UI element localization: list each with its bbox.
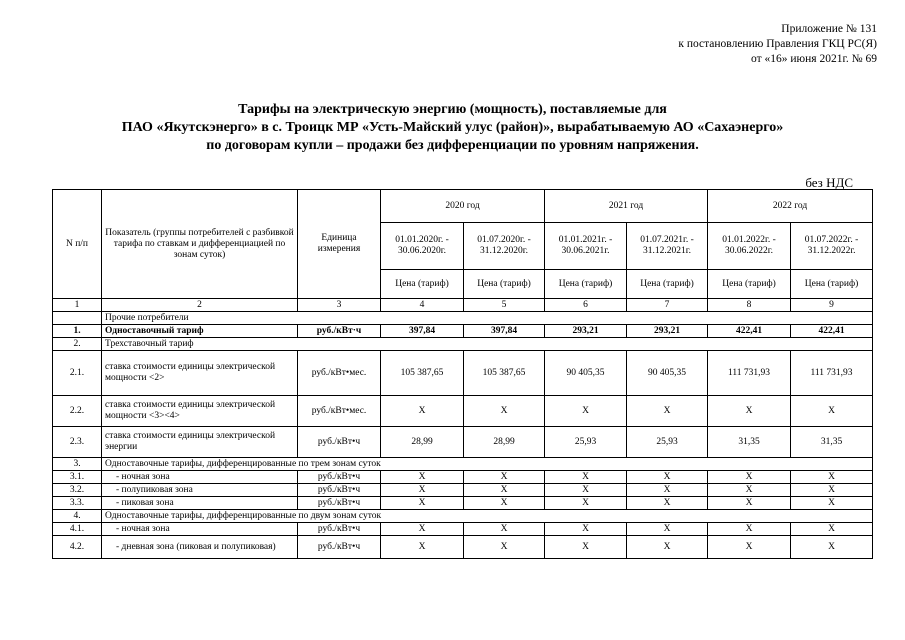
appendix-date: от «16» июня 2021г. № 69: [751, 53, 877, 65]
row-unit: руб./кВт•мес.: [298, 351, 381, 396]
header-period: 01.01.2020г. - 30.06.2020г.: [381, 223, 464, 270]
row-num: 2.3.: [53, 427, 102, 458]
header-unit: Единица измерения: [298, 190, 381, 299]
tariff-value: X: [627, 471, 708, 484]
tariff-value: X: [464, 396, 545, 427]
tariff-value: 90 405,35: [627, 351, 708, 396]
column-number: 5: [464, 299, 545, 312]
tariff-value: X: [708, 523, 791, 536]
header-period: 01.01.2022г. - 30.06.2022г.: [708, 223, 791, 270]
tariff-value: X: [791, 471, 873, 484]
tariff-value: 293,21: [545, 325, 627, 338]
tariff-value: X: [627, 497, 708, 510]
tariff-value: X: [627, 396, 708, 427]
table-row: [53, 523, 873, 536]
row-num: [53, 312, 102, 325]
header-price: Цена (тариф): [627, 270, 708, 299]
row-label: Одноставочные тарифы, дифференцированные по двум зонам суток: [102, 510, 873, 523]
row-unit: руб./кВт•ч: [298, 427, 381, 458]
section-row: [53, 458, 873, 471]
title-line-2: ПАО «Якутскэнерго» в с. Троицк МР «Усть-Майский улус (район)», вырабатываемую АО «Сахаэнерго»: [121, 120, 784, 135]
tariff-value: 31,35: [791, 427, 873, 458]
column-number-row: [53, 299, 873, 312]
tariff-value: 111 731,93: [791, 351, 873, 396]
row-unit: руб./кВт•ч: [298, 471, 381, 484]
row-num: 3.1.: [53, 471, 102, 484]
row-num: 3.3.: [53, 497, 102, 510]
row-label: Одноставочный тариф: [102, 325, 298, 338]
tariff-value: 31,35: [708, 427, 791, 458]
document-title: [0, 101, 905, 155]
table-row: [53, 536, 873, 559]
row-label: ставка стоимости единицы электрической мощности <3><4>: [102, 396, 298, 427]
tariff-value: X: [791, 396, 873, 427]
row-unit: руб./кВт•ч: [298, 484, 381, 497]
appendix-header: [678, 22, 877, 67]
row-unit: руб./кВт•ч: [298, 536, 381, 559]
table-row: [53, 325, 873, 338]
row-num: 3.: [53, 458, 102, 471]
row-label: ставка стоимости единицы электрической мощности <2>: [102, 351, 298, 396]
header-price: Цена (тариф): [464, 270, 545, 299]
column-number: 7: [627, 299, 708, 312]
tariff-value: X: [791, 523, 873, 536]
tariff-value: X: [464, 471, 545, 484]
row-num: 2.1.: [53, 351, 102, 396]
tariff-value: X: [791, 536, 873, 559]
row-unit: руб./кВт•мес.: [298, 396, 381, 427]
header-period: 01.07.2020г. - 31.12.2020г.: [464, 223, 545, 270]
header-price: Цена (тариф): [791, 270, 873, 299]
tariff-value: X: [381, 536, 464, 559]
header-year-2021: 2021 год: [545, 190, 708, 223]
header-price: Цена (тариф): [545, 270, 627, 299]
row-label: - полупиковая зона: [102, 484, 298, 497]
tariff-value: 105 387,65: [464, 351, 545, 396]
tariff-value: 90 405,35: [545, 351, 627, 396]
tariff-value: 28,99: [464, 427, 545, 458]
row-label: - ночная зона: [102, 471, 298, 484]
tariff-value: X: [381, 471, 464, 484]
tariff-value: X: [381, 523, 464, 536]
vat-note: без НДС: [805, 175, 853, 190]
tariff-value: X: [381, 484, 464, 497]
header-price: Цена (тариф): [381, 270, 464, 299]
tariff-value: X: [464, 523, 545, 536]
tariff-value: X: [545, 484, 627, 497]
tariff-value: 422,41: [708, 325, 791, 338]
row-num: 3.2.: [53, 484, 102, 497]
appendix-decree: к постановлению Правления ГКЦ РС(Я): [678, 38, 877, 50]
row-label: - ночная зона: [102, 523, 298, 536]
tariff-value: X: [708, 471, 791, 484]
row-num: 4.1.: [53, 523, 102, 536]
tariff-value: X: [545, 497, 627, 510]
row-label: Трехставочный тариф: [102, 338, 873, 351]
tariff-value: X: [545, 523, 627, 536]
tariff-value: X: [464, 536, 545, 559]
table-row: [53, 484, 873, 497]
column-number: 3: [298, 299, 381, 312]
row-num: 4.: [53, 510, 102, 523]
header-indicator: Показатель (группы потребителей с разбивкой тарифа по ставкам и дифференциацией по зонам суток): [102, 190, 298, 299]
tariff-value: 28,99: [381, 427, 464, 458]
row-label: - дневная зона (пиковая и полупиковая): [102, 536, 298, 559]
header-period: 01.01.2021г. - 30.06.2021г.: [545, 223, 627, 270]
header-num: N п/п: [53, 190, 102, 299]
table-row: [53, 396, 873, 427]
table-row: [53, 427, 873, 458]
tariff-value: X: [545, 536, 627, 559]
row-num: 2.2.: [53, 396, 102, 427]
section-row: [53, 312, 873, 325]
row-unit: руб./кВт•ч: [298, 497, 381, 510]
row-unit: руб./кВт·ч: [298, 325, 381, 338]
table-row: [53, 351, 873, 396]
tariff-value: X: [791, 497, 873, 510]
row-label: - пиковая зона: [102, 497, 298, 510]
header-year-2022: 2022 год: [708, 190, 873, 223]
row-label: Одноставочные тарифы, дифференцированные по трем зонам суток: [102, 458, 873, 471]
tariff-value: 422,41: [791, 325, 873, 338]
tariff-value: X: [464, 484, 545, 497]
column-number: 1: [53, 299, 102, 312]
tariff-value: 25,93: [627, 427, 708, 458]
tariff-value: X: [381, 396, 464, 427]
column-number: 4: [381, 299, 464, 312]
tariff-value: 397,84: [464, 325, 545, 338]
row-num: 4.2.: [53, 536, 102, 559]
title-line-3: по договорам купли – продажи без дифференциации по уровням напряжения.: [206, 138, 699, 153]
tariff-value: X: [464, 497, 545, 510]
row-num: 1.: [53, 325, 102, 338]
tariff-value: X: [708, 484, 791, 497]
tariff-value: X: [708, 536, 791, 559]
row-label: ставка стоимости единицы электрической энергии: [102, 427, 298, 458]
tariff-value: 111 731,93: [708, 351, 791, 396]
column-number: 2: [102, 299, 298, 312]
tariff-value: X: [708, 396, 791, 427]
tariff-value: X: [381, 497, 464, 510]
header-year-2020: 2020 год: [381, 190, 545, 223]
tariff-value: 25,93: [545, 427, 627, 458]
appendix-number: Приложение № 131: [781, 23, 877, 35]
tariff-value: 293,21: [627, 325, 708, 338]
tariff-value: X: [545, 396, 627, 427]
header-period: 01.07.2022г. - 31.12.2022г.: [791, 223, 873, 270]
header-price: Цена (тариф): [708, 270, 791, 299]
title-line-1: Тарифы на электрическую энергию (мощность), поставляемые для: [238, 102, 667, 117]
tariff-value: 397,84: [381, 325, 464, 338]
tariff-value: X: [791, 484, 873, 497]
tariff-value: X: [545, 471, 627, 484]
row-label: Прочие потребители: [102, 312, 873, 325]
table-row: [53, 471, 873, 484]
column-number: 9: [791, 299, 873, 312]
tariff-value: X: [708, 497, 791, 510]
header-period: 01.07.2021г. - 31.12.2021г.: [627, 223, 708, 270]
tariff-value: X: [627, 536, 708, 559]
tariff-value: 105 387,65: [381, 351, 464, 396]
column-number: 6: [545, 299, 627, 312]
section-row: [53, 510, 873, 523]
column-number: 8: [708, 299, 791, 312]
table-row: [53, 497, 873, 510]
section-row: [53, 338, 873, 351]
row-unit: руб./кВт•ч: [298, 523, 381, 536]
tariff-table: [52, 189, 873, 559]
tariff-value: X: [627, 484, 708, 497]
tariff-value: X: [627, 523, 708, 536]
row-num: 2.: [53, 338, 102, 351]
